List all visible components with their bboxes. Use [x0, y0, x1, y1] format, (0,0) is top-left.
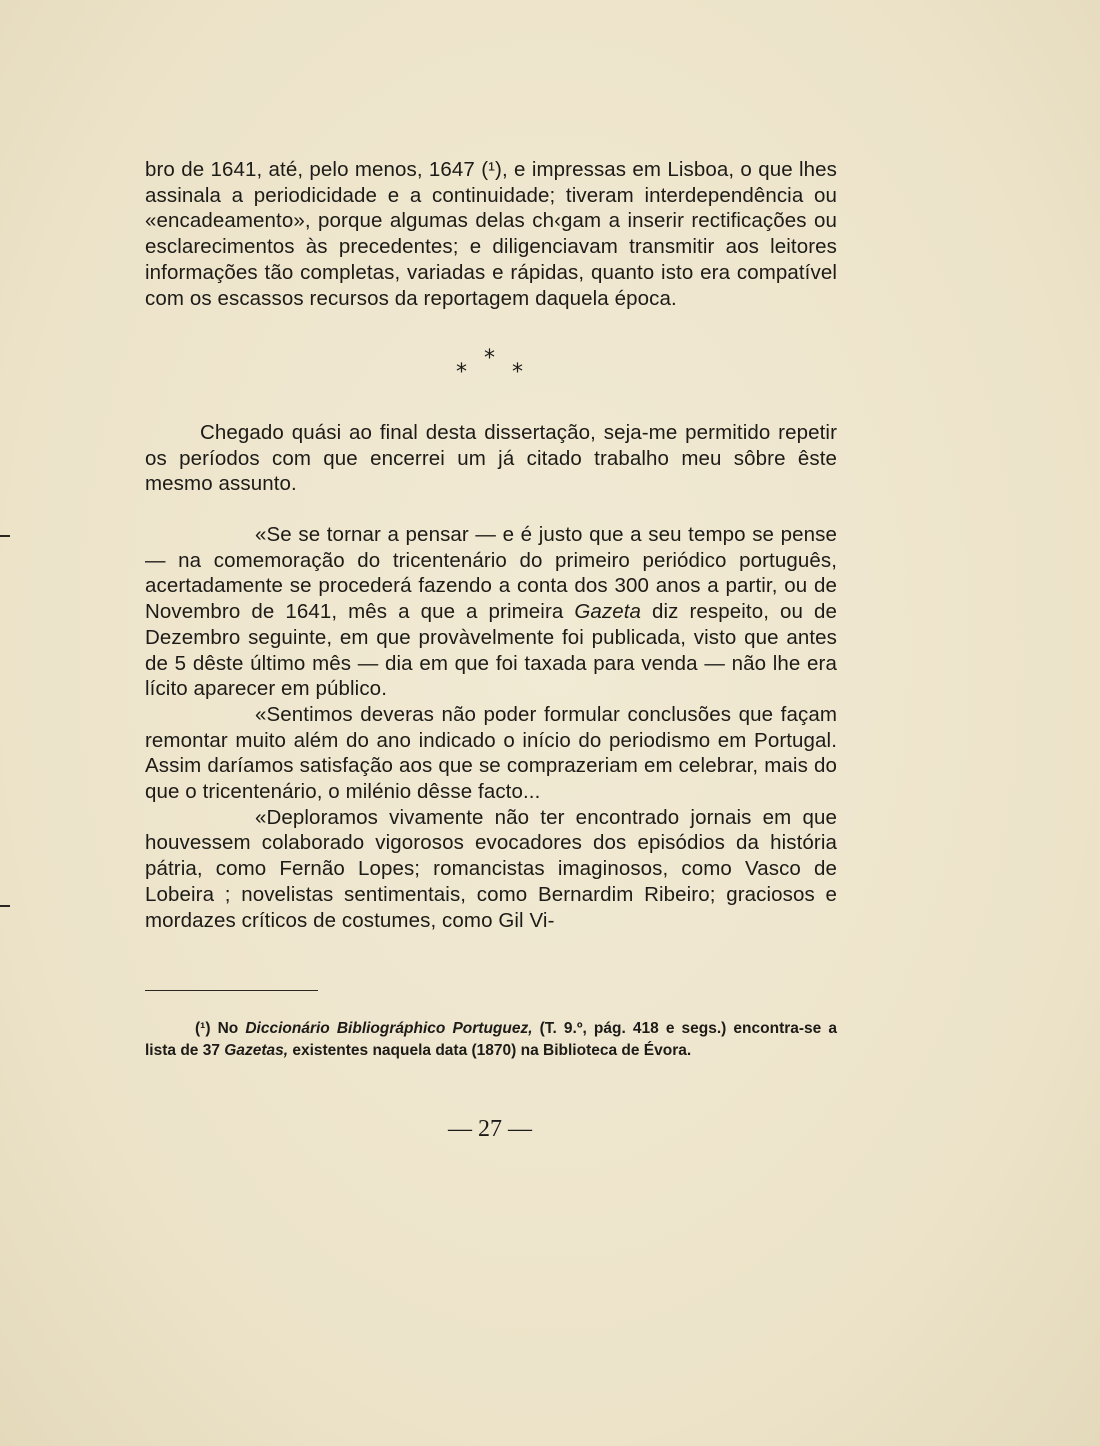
- paragraph-text: Chegado quási ao final desta dissertação, seja-me permitido repetir os períodos com que encerrei um já citado trabalho meu sôbre êste mesmo assunto.: [145, 421, 837, 496]
- quote-paragraph-3: «Deploramos vivamente não ter encontrado jornais em que houvessem colaborado vigorosos evocadores dos episódios da história pátria, como Fernão Lopes; romancistas imaginosos, como Vasco de Lobeira ; novelistas sentimentais, como Bernardim Ribeiro; graciosos e mordazes críticos de costumes, como Gil Vi-: [145, 805, 837, 932]
- page-number: — 27 —: [448, 1116, 532, 1142]
- asterisk: *: [484, 346, 495, 371]
- footnote-gazetas: Gazetas,: [224, 1041, 289, 1059]
- body-paragraph-2: [145, 420, 837, 497]
- quote-text: diz respeito, ou de Dezembro seguinte, em que provàvelmente foi publicada, visto que antes de 5 dêste último mês — dia em que foi taxada para venda — não lhe era lícito aparecer em público.: [145, 600, 837, 701]
- asterisk: *: [456, 360, 467, 385]
- quote-paragraph-2: «Sentimos deveras não poder formular conclusões que façam remontar muito além do ano indicado o início do periodismo em Portugal. Assim daríamos satisfação aos que se comprazeriam em celebrar, mais do que o tricentenário, o milénio dêsse facto...: [145, 702, 837, 804]
- paragraph-text: bro de 1641, até, pelo menos, 1647 (¹), e impressas em Lisboa, o que lhes assinala a periodicidade e a continuidade; tiveram interdependência ou «encadeamento», porque algumas delas ch‹gam a inserir rectificações ou esclarecimentos às precedentes; e diligenciavam transmitir aos leitores informações tão completas, variadas e rápidas, quanto isto era compatível com os escassos recursos da reportagem daquela época.: [145, 158, 837, 310]
- asterism-separator: [440, 346, 540, 386]
- asterisk: *: [512, 360, 523, 385]
- footnote: [145, 1018, 837, 1061]
- footnote-text: (T. 9.º, pág. 418 e segs.) encontra-se a lista de 37: [145, 1020, 838, 1059]
- quote-paragraph-1: [145, 522, 837, 702]
- footnote-text: existentes naquela data (1870) na Biblioteca de Évora.: [288, 1041, 692, 1059]
- margin-mark: [0, 535, 10, 537]
- quote-text: «Se se tornar a pensar — e é justo que a seu tempo se pense — na comemoração do tricentenário do primeiro periódico português, acertadamente se procederá fazendo a conta dos 300 anos a partir, ou de Novembro de 1641, mês a que a primeira: [145, 523, 837, 624]
- footnote-marker: (¹) No: [195, 1020, 246, 1037]
- footnote-title: Diccionário Bibliográphico Portuguez,: [245, 1020, 533, 1037]
- gazeta-italic: Gazeta: [574, 600, 642, 624]
- quotation-block: [145, 522, 837, 933]
- margin-mark: [0, 905, 10, 907]
- footnote-divider: [145, 990, 318, 991]
- body-paragraph-1: [145, 157, 837, 311]
